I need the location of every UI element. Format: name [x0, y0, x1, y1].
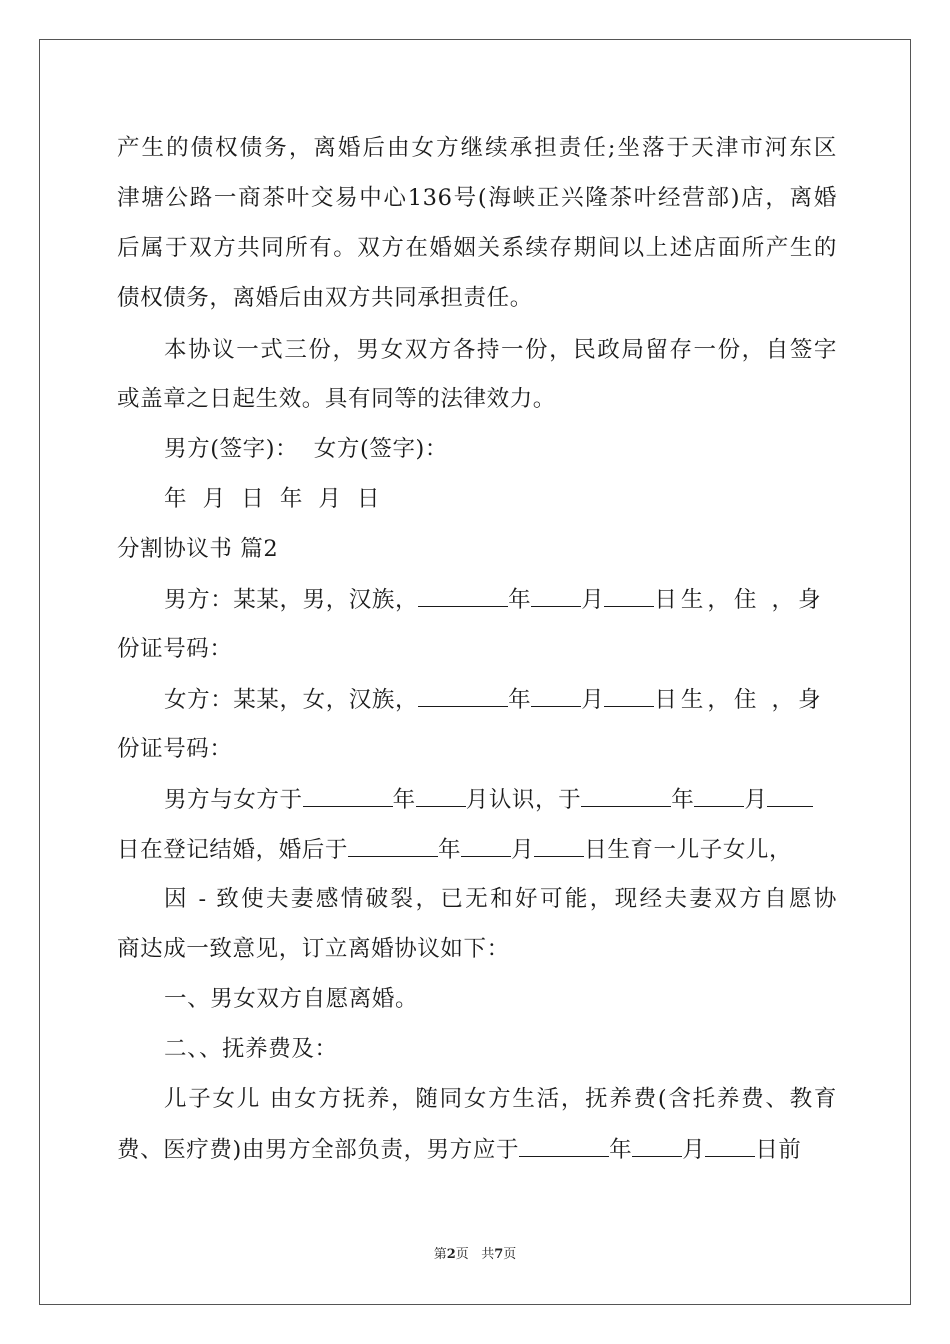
- month-blank: [531, 584, 581, 607]
- met-mid: 月认识，于: [465, 787, 582, 813]
- body-line: 或盖章之日起生效。具有同等的法律效力。: [117, 386, 556, 412]
- fee-prefix: 费、医疗费)由男方全部负责，男方应于: [117, 1137, 520, 1163]
- day-blank: [604, 584, 654, 607]
- body-line: 产生的债权债务，离婚后由女方继续承担责任;坐落于天津市河东区: [117, 135, 837, 161]
- day-blank: [604, 684, 654, 707]
- day-blank: [534, 834, 584, 857]
- married-prefix: 日在登记结婚，婚后于: [117, 837, 349, 863]
- month-label: 月: [581, 687, 605, 713]
- year-label: 年: [438, 837, 462, 863]
- body-line: 本协议一式三份，男女双方各持一份，民政局留存一份，自签字: [164, 337, 837, 363]
- fee-line: [117, 1134, 837, 1165]
- page-footer: [0, 1247, 950, 1263]
- year-label: 年: [609, 1137, 633, 1163]
- fee-suffix: 日前: [755, 1137, 802, 1163]
- year-label: 年: [392, 787, 416, 813]
- month-label: 月: [511, 837, 535, 863]
- body-line: 份证号码：: [117, 736, 233, 762]
- page-border: [39, 39, 911, 1305]
- signature-line: 男方(签字)： 女方(签字)：: [164, 436, 449, 462]
- year-label: 年: [508, 587, 532, 613]
- year-blank: [303, 784, 393, 807]
- body-line: 因 - 致使夫妻感情破裂，已无和好可能，现经夫妻双方自愿协: [164, 886, 837, 912]
- footer-page-mid: 页 共: [455, 1247, 495, 1262]
- footer-page-total: 7: [494, 1247, 504, 1262]
- year-blank: [519, 1134, 609, 1157]
- woman-info-prefix: 女方：某某，女，汉族，: [164, 687, 419, 713]
- year-blank: [418, 584, 508, 607]
- footer-page-prefix: 第: [433, 1247, 447, 1262]
- man-info-suffix: 日生，住 ，身: [654, 587, 825, 613]
- clause-one: 一、男女双方自愿离婚。: [164, 986, 419, 1012]
- met-line: [164, 784, 837, 815]
- day-blank: [767, 784, 813, 807]
- married-line: [117, 834, 837, 865]
- body-line: 份证号码：: [117, 636, 233, 662]
- month-label: 月: [744, 787, 768, 813]
- year-blank: [348, 834, 438, 857]
- woman-info-suffix: 日生，住 ，身: [654, 687, 825, 713]
- body-line: 津塘公路一商茶叶交易中心136号(海峡正兴隆茶叶经营部)店，离婚: [117, 185, 837, 211]
- month-blank: [531, 684, 581, 707]
- body-line: 商达成一致意见，订立离婚协议如下：: [117, 936, 510, 962]
- month-label: 月: [682, 1137, 706, 1163]
- footer-page-suffix: 页: [503, 1247, 517, 1262]
- day-blank: [705, 1134, 755, 1157]
- month-blank: [694, 784, 744, 807]
- section-heading: 分割协议书 篇2: [117, 536, 279, 562]
- body-line: 儿子女儿 由女方抚养，随同女方生活，抚养费(含托养费、教育: [164, 1086, 837, 1112]
- married-suffix: 日生育一儿子女儿，: [584, 837, 793, 863]
- month-blank: [461, 834, 511, 857]
- man-info-prefix: 男方：某某，男，汉族，: [164, 587, 419, 613]
- man-info-line: [164, 584, 837, 615]
- body-line: 后属于双方共同所有。双方在婚姻关系续存期间以上述店面所产生的: [117, 235, 837, 261]
- month-label: 月: [581, 587, 605, 613]
- year-blank: [581, 784, 671, 807]
- year-blank: [418, 684, 508, 707]
- body-line: 债权债务，离婚后由双方共同承担责任。: [117, 285, 533, 311]
- month-blank: [632, 1134, 682, 1157]
- woman-info-line: [164, 684, 837, 715]
- month-blank: [416, 784, 466, 807]
- clause-two: 二、、抚养费及：: [164, 1036, 338, 1062]
- footer-page-number: 2: [446, 1247, 456, 1262]
- date-line: 年 月 日 年 月 日: [164, 486, 381, 512]
- year-label: 年: [508, 687, 532, 713]
- year-label: 年: [671, 787, 695, 813]
- met-prefix: 男方与女方于: [164, 787, 303, 813]
